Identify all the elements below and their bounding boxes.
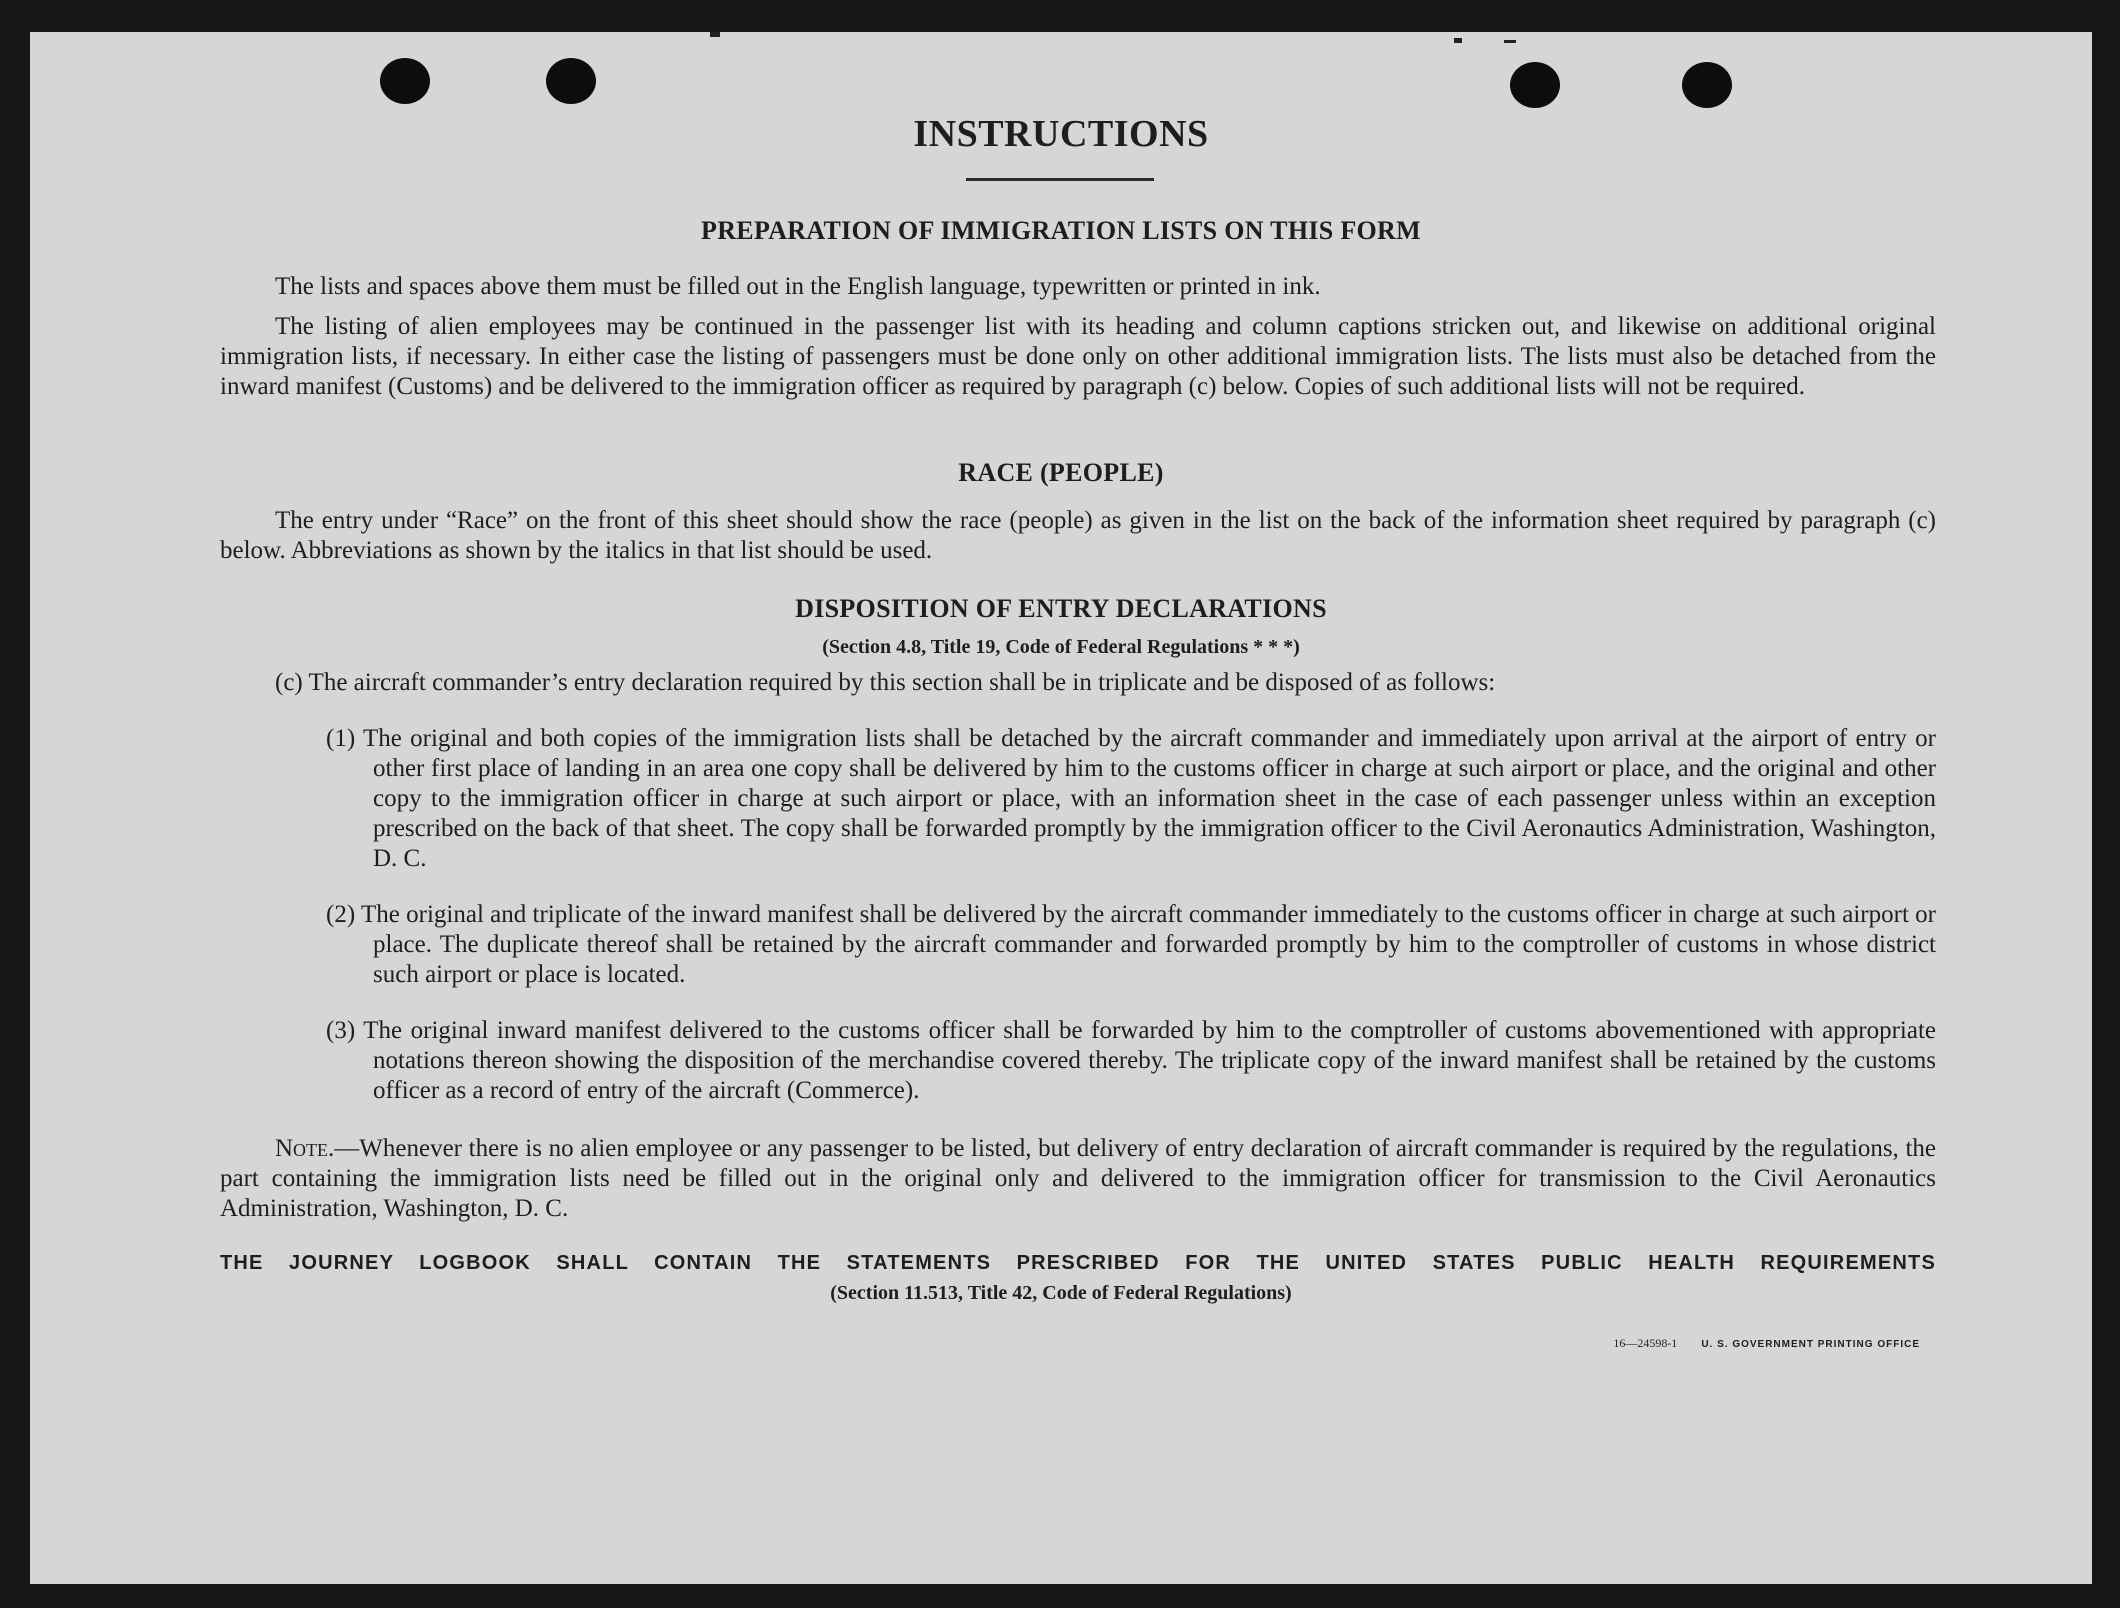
- paragraph-alien-employees: The listing of alien employees may be continued in the passenger list with its heading and column captions stricken out, and likewise on additional original immigration lists, if necessary. In either case the listing of passengers must be done only on other additional immigration lists. The lists must also be detached from the inward manifest (Customs) and be delivered to the immigration officer as required by paragraph (c) below. Copies of such additional lists will not be required.: [220, 313, 1936, 400]
- edge-mark: [1454, 38, 1462, 43]
- note-paragraph: [220, 1134, 1936, 1224]
- health-requirements-statement: THE JOURNEY LOGBOOK SHALL CONTAIN THE STATEMENTS PRESCRIBED FOR THE UNITED STATES PUBLIC HEALTH REQUIREMENTS: [220, 1252, 1936, 1274]
- paragraph-c-lead: (c) The aircraft commander’s entry declaration required by this section shall be in triplicate and be disposed of as follows:: [275, 669, 1496, 696]
- punch-hole: [1510, 62, 1560, 108]
- health-requirements-citation: (Section 11.513, Title 42, Code of Federal Regulations): [830, 1282, 1292, 1304]
- section-heading-disposition: DISPOSITION OF ENTRY DECLARATIONS: [795, 594, 1327, 623]
- disposition-citation: (Section 4.8, Title 19, Code of Federal Regulations * * *): [822, 636, 1300, 658]
- edge-mark: [710, 32, 720, 37]
- section-heading-race: RACE (PEOPLE): [958, 458, 1164, 487]
- form-number: 16—24598-1: [1613, 1336, 1678, 1350]
- document-page: [30, 32, 2092, 1584]
- edge-mark: [1504, 40, 1516, 43]
- note-text: —Whenever there is no alien employee or any passenger to be listed, but delivery of entry declaration of aircraft commander is required by the regulations, the part containing the immigration lists need be filled out in the original only and delivered to the immigration officer for transmission to the Civil Aeronautics Administration, Washington, D. C.: [220, 1135, 1936, 1222]
- punch-hole: [546, 58, 596, 104]
- list-item: (1) The original and both copies of the immigration lists shall be detached by the aircraft commander and immediately upon arrival at the airport of entry or other first place of landing in an area one copy shall be delivered by him to the customs officer in charge at such airport or place, and the original and other copy to the immigration officer in charge at such airport or place, with an information sheet in the case of each passenger unless within an exception prescribed on the back of that sheet. The copy shall be forwarded promptly by the immigration officer to the Civil Aeronautics Administration, Washington, D. C.: [326, 725, 1936, 872]
- list-item: (2) The original and triplicate of the inward manifest shall be delivered by the aircraft commander immediately to the customs officer in charge at such airport or place. The duplicate thereof shall be retained by the aircraft commander and forwarded promptly by him to the comptroller of customs in whose district such airport or place is located.: [326, 901, 1936, 988]
- title-rule: [966, 178, 1154, 181]
- print-code: [1530, 1336, 1920, 1351]
- paragraph-language: The lists and spaces above them must be filled out in the English language, typewritten or printed in ink.: [275, 273, 1321, 300]
- list-item: (3) The original inward manifest delivered to the customs officer shall be forwarded by him to the comptroller of customs abovementioned with appropriate notations thereon showing the disposition of the merchandise covered thereby. The triplicate copy of the inward manifest shall be retained by the customs officer as a record of entry of the aircraft (Commerce).: [326, 1017, 1936, 1104]
- punch-hole: [380, 58, 430, 104]
- section-heading-preparation: PREPARATION OF IMMIGRATION LISTS ON THIS FORM: [701, 216, 1421, 245]
- page-title: INSTRUCTIONS: [913, 113, 1209, 155]
- note-label: Note.: [275, 1135, 335, 1162]
- printer-name: U. S. GOVERNMENT PRINTING OFFICE: [1701, 1339, 1920, 1350]
- paragraph-race: The entry under “Race” on the front of this sheet should show the race (people) as given in the list on the back of the information sheet required by paragraph (c) below. Abbreviations as shown by the italics in that list should be used.: [220, 507, 1936, 564]
- punch-hole: [1682, 62, 1732, 108]
